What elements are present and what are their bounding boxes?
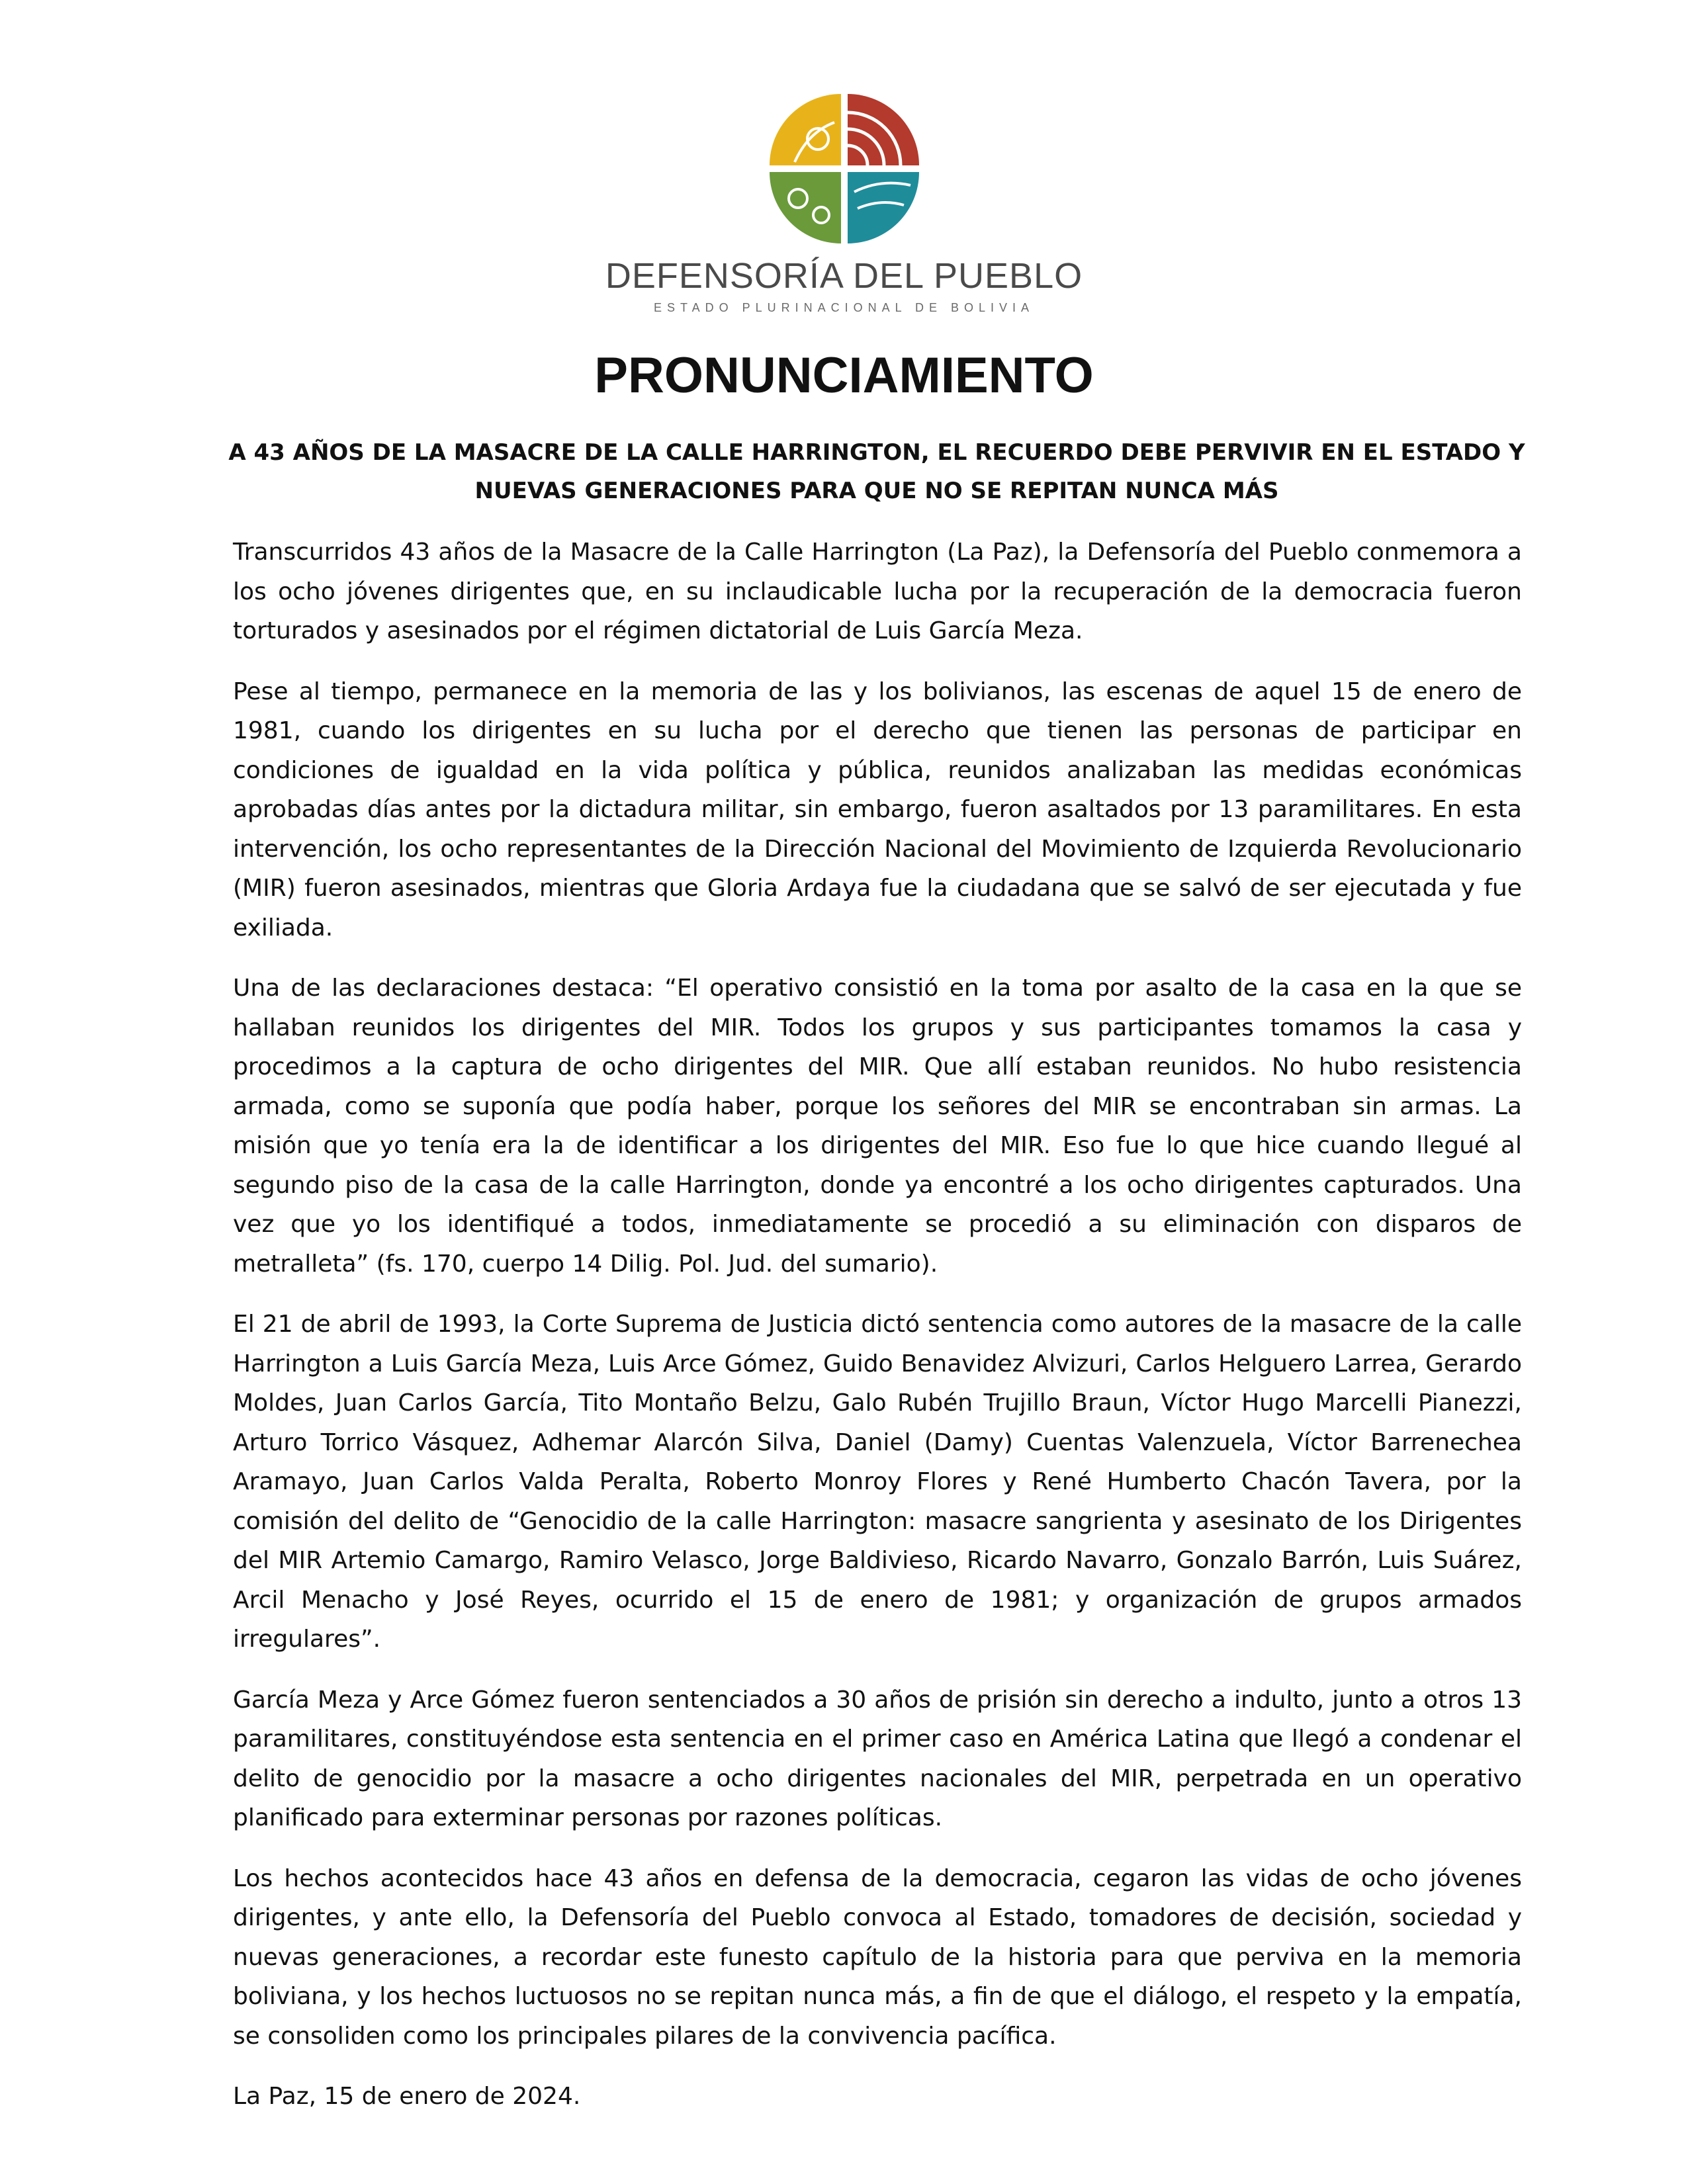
body-paragraph: Los hechos acontecidos hace 43 años en defensa de la democracia, cegaron las vidas de ocho jóvenes dirigentes, y ante ello, la Defensoría del Pueblo convoca al Estado, tomadores de decisión, sociedad y nuevas generaciones, a recordar este funesto capítulo de la historia para que perviva en la memoria boliviana, y los hechos luctuosos no se repitan nunca más, a fin de que el diálogo, el respeto y la empatía, se consoliden como los principales pilares de la convivencia pacífica. (233, 1864, 1522, 2050)
body-paragraph: Transcurridos 43 años de la Masacre de la Calle Harrington (La Paz), la Defensoría del Pueblo conmemora a los ocho jóvenes dirigentes que, en su inclaudicable lucha por la recuperación de la democracia fueron torturados y asesinados por el régimen dictatorial de Luis García Meza. (233, 539, 1522, 644)
logo-quadrant-bottom-left (770, 172, 841, 243)
body-paragraph: García Meza y Arce Gómez fueron sentenciados a 30 años de prisión sin derecho a indulto, junto a otros 13 paramilitares, constituyéndose esta sentencia en el primer caso en América Latina que llegó a condenar el delito de genocidio por la masacre a ocho dirigentes nacionales del MIR, perpetrada en un operativo planificado para exterminar personas por razones políticas. (233, 1686, 1522, 1831)
logo-quadrant-top-left (770, 94, 841, 165)
header-logo-block (0, 93, 1688, 314)
org-subtitle: ESTADO PLURINACIONAL DE BOLIVIA (653, 301, 1035, 314)
body-paragraph: El 21 de abril de 1993, la Corte Suprema de Justicia dictó sentencia como autores de la masacre de la calle Harrington a Luis García Meza, Luis Arce Gómez, Guido Benavidez Alvizuri, Carlos Helguero Larrea, Gerardo Moldes, Juan Carlos García, Tito Montaño Belzu, Galo Rubén Trujillo Braun, Víctor Hugo Marcelli Pianezzi, Arturo Torrico Vásquez, Adhemar Alarcón Silva, Daniel (Damy) Cuentas Valenzuela, Víctor Barrenechea Aramayo, Juan Carlos Valda Peralta, Roberto Monroy Flores y René Humberto Chacón Tavera, por la comisión del delito de “Genocidio de la calle Harrington: masacre sangrienta y asesinato de los Dirigentes del MIR Artemio Camargo, Ramiro Velasco, Jorge Baldivieso, Ricardo Navarro, Gonzalo Barrón, Luis Suárez, Arcil Menacho y José Reyes, ocurrido el 15 de enero de 1981; y organización de grupos armados irregulares”. (233, 1311, 1522, 1653)
body-paragraph: Pese al tiempo, permanece en la memoria de las y los bolivianos, las escenas de aquel 15 de enero de 1981, cuando los dirigentes en su lucha por el derecho que tienen las personas de participar en condiciones de igualdad en la vida política y pública, reunidos analizaban las medidas económicas aprobadas días antes por la dictadura militar, sin embargo, fueron asaltados por 13 paramilitares. En esta intervención, los ocho representantes de la Dirección Nacional del Movimiento de Izquierda Revolucionario (MIR) fueron asesinados, mientras que Gloria Ardaya fue la ciudadana que se salvó de ser ejecutada y fue exiliada. (233, 677, 1522, 941)
document-body (233, 533, 1522, 2138)
defensoria-del-pueblo-logo-icon (768, 93, 920, 245)
document-subtitle-line-2: NUEVAS GENERACIONES PARA QUE NO SE REPITAN NUNCA MÁS (474, 478, 1279, 504)
org-name: DEFENSORÍA DEL PUEBLO (605, 256, 1083, 296)
document-title: PRONUNCIAMIENTO (594, 347, 1094, 404)
body-paragraph: Una de las declaraciones destaca: “El operativo consistió en la toma por asalto de la casa en la que se hallaban reunidos los dirigentes del MIR. Todos los grupos y sus participantes tomamos la casa y procedimos a la captura de ocho dirigentes del MIR. Que allí estaban reunidos. No hubo resistencia armada, como se suponía que podía haber, porque los señores del MIR se encontraban sin armas. La misión que yo tenía era la de identificar a los dirigentes del MIR. Eso fue lo que hice cuando llegué al segundo piso de la casa de la calle Harrington, donde ya encontré a los ocho dirigentes capturados. Una vez que yo los identifiqué a todos, inmediatamente se procedió a su eliminación con disparos de metralleta” (fs. 170, cuerpo 14 Dilig. Pol. Jud. del sumario). (233, 975, 1522, 1278)
document-subtitle-line-1: A 43 AÑOS DE LA MASACRE DE LA CALLE HARRINGTON, EL RECUERDO DEBE PERVIVIR EN EL ESTADO Y (228, 439, 1525, 466)
document-subtitle (218, 433, 1535, 510)
date-line: La Paz, 15 de enero de 2024. (233, 2083, 581, 2110)
